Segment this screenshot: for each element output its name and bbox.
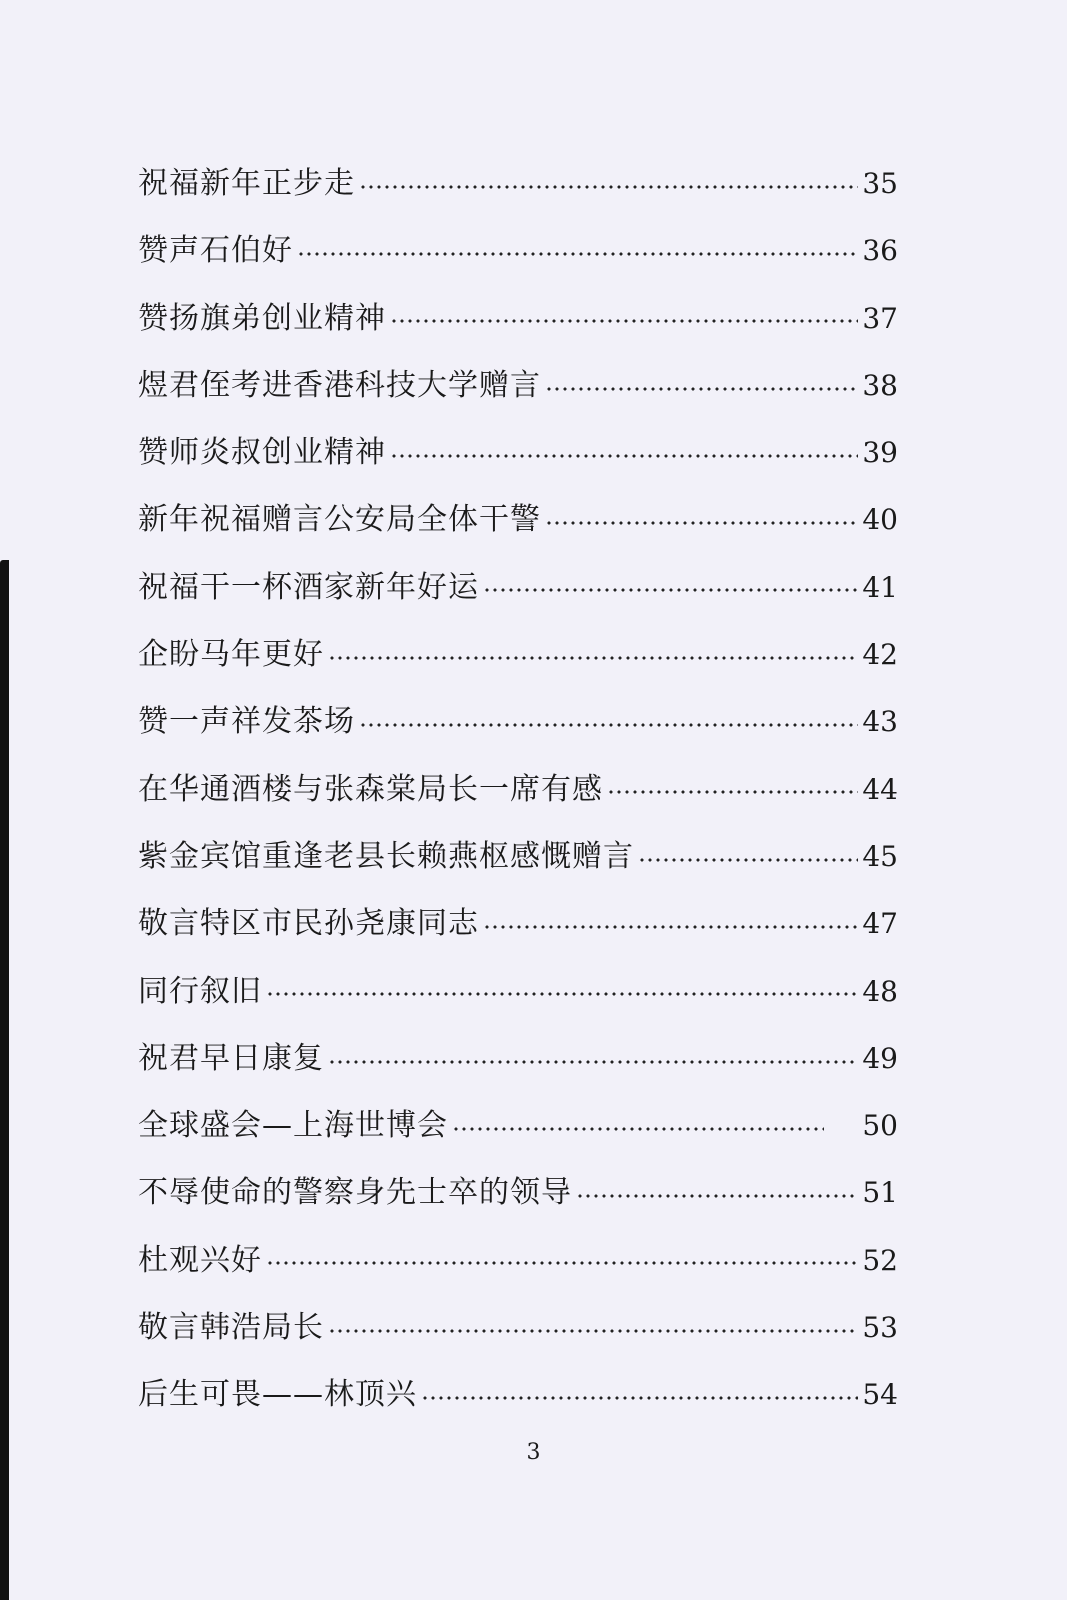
page-number: 3 — [526, 1440, 541, 1465]
dot-leader — [545, 387, 858, 391]
toc-entry-page: 43 — [862, 705, 898, 739]
toc-entry-title: 在华通酒楼与张森棠局长一席有感 — [138, 771, 603, 807]
dot-leader — [483, 925, 858, 929]
dot-leader — [328, 656, 858, 660]
dot-leader — [483, 588, 858, 592]
dot-leader — [328, 1060, 858, 1064]
toc-entry[interactable] — [138, 1092, 898, 1159]
toc-entry-title: 同行叙旧 — [138, 973, 262, 1009]
toc-entry-page: 35 — [862, 167, 898, 200]
toc-entry-page: 48 — [862, 974, 898, 1008]
toc-entry[interactable] — [138, 486, 898, 553]
toc-entry-title: 赞声石伯好 — [138, 233, 293, 269]
toc-entry-title: 祝福干一杯酒家新年好运 — [138, 569, 479, 605]
toc-entry[interactable] — [138, 150, 898, 217]
toc-entry[interactable] — [138, 285, 898, 352]
toc-entry-title: 赞一声祥发茶场 — [138, 704, 355, 740]
toc-entry[interactable] — [138, 217, 898, 284]
toc-entry-title: 敬言特区市民孙尧康同志 — [138, 906, 479, 942]
dot-leader — [390, 319, 858, 323]
toc-entry-page: 41 — [862, 570, 898, 604]
toc-entry-page: 37 — [862, 301, 898, 335]
toc-entry-title: 敬言韩浩局长 — [138, 1310, 324, 1346]
toc-entry-page: 39 — [862, 436, 898, 470]
toc-entry[interactable] — [138, 688, 898, 755]
dot-leader — [297, 252, 858, 256]
toc-entry-page: 53 — [862, 1311, 898, 1345]
toc-entry-title: 不辱使命的警察身先士卒的领导 — [138, 1175, 572, 1211]
dot-leader — [545, 521, 858, 525]
toc-entry-title: 赞扬旗弟创业精神 — [138, 300, 386, 336]
toc-entry-page: 36 — [862, 234, 898, 268]
dot-leader — [390, 454, 858, 458]
dot-leader — [421, 1396, 858, 1400]
toc-entry-title: 祝君早日康复 — [138, 1040, 324, 1076]
dot-leader — [266, 1261, 858, 1265]
toc-entry-title: 新年祝福赠言公安局全体干警 — [138, 502, 541, 538]
toc-entry[interactable] — [138, 1159, 898, 1226]
toc-entry[interactable] — [138, 890, 898, 957]
toc-entry[interactable] — [138, 621, 898, 688]
toc-entry-page: 52 — [862, 1243, 898, 1277]
toc-entry[interactable] — [138, 1227, 898, 1294]
toc-entry-title: 全球盛会—上海世博会 — [138, 1108, 448, 1144]
dot-leader — [266, 992, 858, 996]
toc-entry-page: 45 — [862, 839, 898, 873]
toc-entry[interactable] — [138, 419, 898, 486]
dot-leader — [328, 1329, 858, 1333]
toc-entry-title: 赞师炎叔创业精神 — [138, 435, 386, 471]
toc-entry[interactable] — [138, 823, 898, 890]
toc-entry-title: 企盼马年更好 — [138, 637, 324, 673]
toc-entry-title: 祝福新年正步走 — [138, 166, 355, 201]
toc-entry-page: 40 — [862, 503, 898, 537]
toc-entry-title: 后生可畏——林顶兴 — [138, 1377, 417, 1413]
toc-entry-page: 42 — [862, 638, 898, 672]
toc-entry-page: 47 — [862, 907, 898, 941]
toc-entry-title: 紫金宾馆重逢老县长赖燕枢感慨赠言 — [138, 838, 634, 874]
toc-entry-page: 38 — [862, 368, 898, 402]
dot-leader — [576, 1194, 858, 1198]
dot-leader — [359, 723, 858, 727]
toc-entry[interactable] — [138, 756, 898, 823]
toc-entry[interactable] — [138, 1294, 898, 1361]
toc-entry-title: 煜君侄考进香港科技大学赠言 — [138, 367, 541, 403]
toc-entry[interactable] — [138, 1025, 898, 1092]
dot-leader — [607, 790, 858, 794]
toc-entry-page: 51 — [862, 1176, 898, 1210]
toc-entry[interactable] — [138, 554, 898, 621]
toc-entry[interactable] — [138, 1361, 898, 1428]
toc-entry-page: 44 — [862, 772, 898, 806]
toc-entry-page: 49 — [862, 1041, 898, 1075]
dot-leader — [638, 858, 858, 862]
toc-entry-page: 50 — [862, 1109, 898, 1143]
toc-entry-title: 杜观兴好 — [138, 1242, 262, 1278]
table-of-contents — [138, 150, 898, 1429]
toc-entry[interactable] — [138, 352, 898, 419]
toc-entry[interactable] — [138, 958, 898, 1025]
toc-entry-page: 54 — [862, 1378, 898, 1412]
dot-leader — [359, 185, 858, 189]
dot-leader — [452, 1127, 824, 1131]
